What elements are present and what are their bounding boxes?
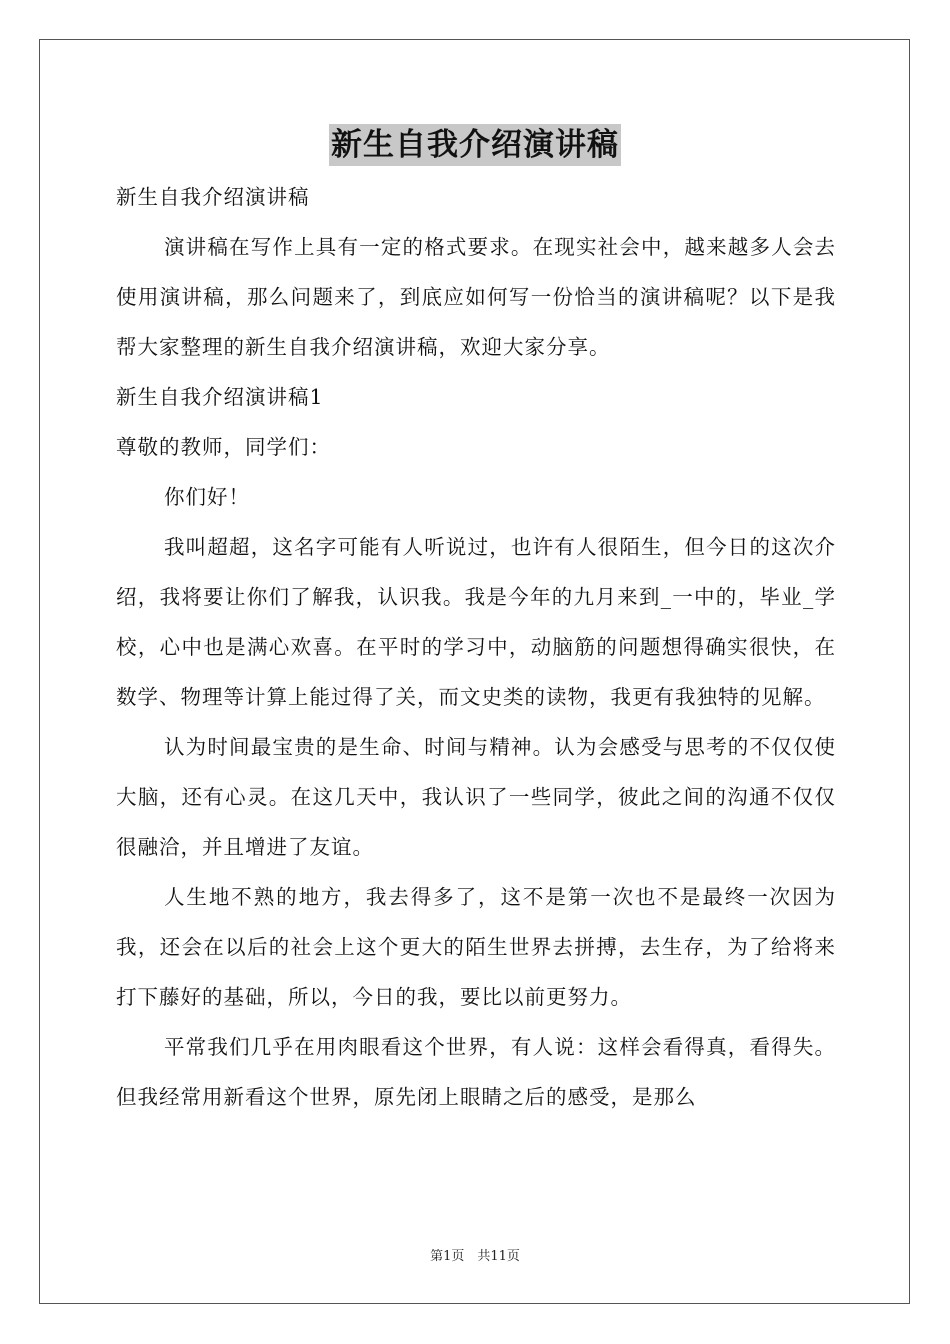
body-paragraph: 我叫超超，这名字可能有人听说过，也许有人很陌生，但今日的这次介绍，我将要让你们了解我，认识我。我是今年的九月来到_一中的，毕业_学校，心中也是满心欢喜。在平时的学习中，动脑筋的问题想得确实很快，在数学、物理等计算上能过得了关，而文史类的读物，我更有我独特的见解。 — [116, 535, 836, 709]
document-title: 新生自我介绍演讲稿 — [329, 124, 621, 166]
body-paragraph: 人生地不熟的地方，我去得多了，这不是第一次也不是最终一次因为我，还会在以后的社会上这个更大的陌生世界去拼搏，去生存，为了给将来打下藤好的基础，所以，今日的我，要比以前更努力。 — [116, 885, 836, 1009]
title-container — [0, 124, 950, 166]
intro-paragraph: 演讲稿在写作上具有一定的格式要求。在现实社会中，越来越多人会去使用演讲稿，那么问题来了，到底应如何写一份恰当的演讲稿呢？以下是我帮大家整理的新生自我介绍演讲稿，欢迎大家分享。 — [116, 235, 836, 359]
greeting: 你们好！ — [164, 485, 250, 509]
salutation: 尊敬的教师，同学们： — [116, 435, 331, 459]
subtitle: 新生自我介绍演讲稿 — [116, 185, 310, 209]
section-heading: 新生自我介绍演讲稿1 — [116, 385, 324, 409]
body-paragraph: 平常我们几乎在用肉眼看这个世界，有人说：这样会看得真，看得失。但我经常用新看这个世界，原先闭上眼睛之后的感受，是那么 — [116, 1035, 836, 1109]
page-number-footer: 第1页 共11页 — [430, 1249, 520, 1264]
body-paragraph: 认为时间最宝贵的是生命、时间与精神。认为会感受与思考的不仅仅使大脑，还有心灵。在这几天中，我认识了一些同学，彼此之间的沟通不仅仅很融洽，并且增进了友谊。 — [116, 735, 836, 859]
document-body — [116, 172, 836, 1122]
